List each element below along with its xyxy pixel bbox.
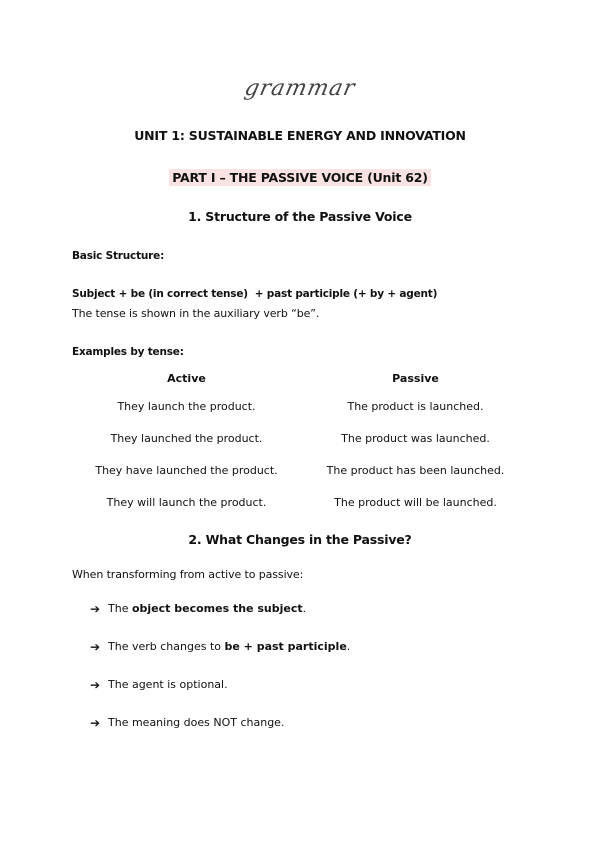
- tense-note: The tense is shown in the auxiliary verb “be”.: [72, 307, 320, 320]
- active-cell: They launched the product.: [110, 431, 263, 445]
- passive-cell: The product is launched.: [347, 399, 484, 413]
- list-item: ➔ The agent is optional.: [90, 678, 228, 692]
- basic-structure-label: Basic Structure:: [72, 250, 165, 262]
- table-row: [72, 454, 530, 486]
- list-item: ➔ The verb changes to be + past participle.: [90, 640, 351, 654]
- formula: Subject + be (in correct tense) + past participle (+ by + agent): [72, 288, 438, 300]
- column-header-active: Active: [167, 371, 206, 385]
- active-cell: They will launch the product.: [106, 495, 267, 509]
- part-title: PART I – THE PASSIVE VOICE (Unit 62): [169, 169, 431, 186]
- examples-table: [72, 366, 530, 518]
- change-list: [90, 602, 350, 754]
- active-cell: They launch the product.: [117, 399, 256, 413]
- unit-title: UNIT 1: SUSTAINABLE ENERGY AND INNOVATION: [134, 128, 466, 143]
- arrow-right-icon: ➔: [90, 602, 101, 616]
- table-row: [72, 390, 530, 422]
- arrow-right-icon: ➔: [90, 716, 101, 730]
- table-row: [72, 422, 530, 454]
- passive-cell: The product has been launched.: [326, 463, 505, 477]
- examples-label: Examples by tense:: [72, 346, 184, 358]
- brand-title: grammar: [242, 76, 358, 101]
- arrow-right-icon: ➔: [90, 678, 101, 692]
- arrow-right-icon: ➔: [90, 640, 101, 654]
- list-item: ➔ The meaning does NOT change.: [90, 716, 285, 730]
- list-item: ➔ The object becomes the subject.: [90, 602, 307, 616]
- passive-cell: The product will be launched.: [334, 495, 497, 509]
- active-cell: They have launched the product.: [95, 463, 278, 477]
- column-header-passive: Passive: [392, 371, 439, 385]
- section1-title: 1. Structure of the Passive Voice: [188, 209, 412, 224]
- section2-intro: When transforming from active to passive:: [72, 568, 304, 581]
- table-row: [72, 486, 530, 518]
- section2-title: 2. What Changes in the Passive?: [188, 532, 412, 547]
- passive-cell: The product was launched.: [341, 431, 490, 445]
